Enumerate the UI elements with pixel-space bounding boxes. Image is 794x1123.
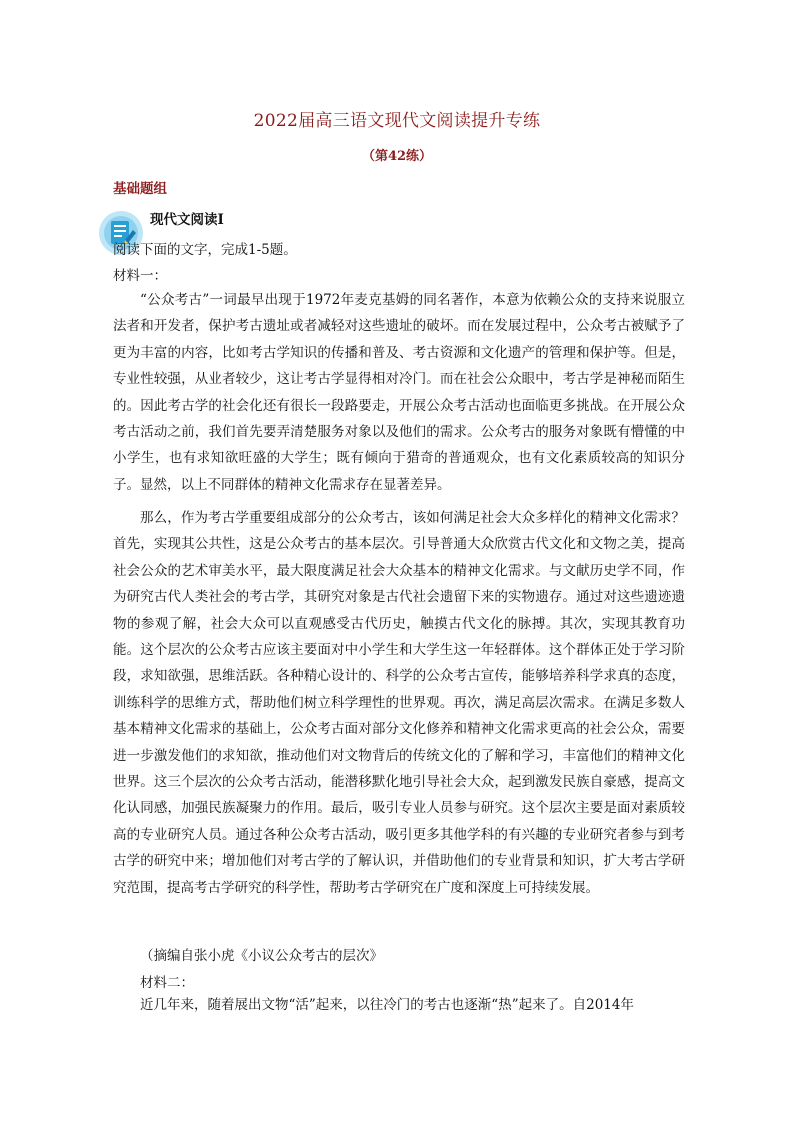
instruction-text: 阅读下面的文字，完成1-5题。 bbox=[113, 242, 297, 258]
source-note: （摘编自张小虎《小议公众考古的层次》 bbox=[140, 948, 383, 964]
material2-paragraph-1: 近几年来，随着展出文物“活”起来，以往冷门的考古也逐渐“热”起来了。自2014年 bbox=[140, 997, 634, 1013]
material1-label: 材料一： bbox=[113, 268, 167, 284]
material2-label: 材料二： bbox=[140, 975, 194, 991]
material1-paragraph-1: “公众考古”一词最早出现于1972年麦克基姆的同名著作，本意为依赖公众的支持来说服立法者和开发者，保护考古遗址或者减轻对这些遗址的破坏。而在发展过程中，公众考古被赋予了更为丰富的内容，比如考古学知识的传播和普及、考古资源和文化遗产的管理和保护等。但是，专业性较强，从业者较少，这让考古学显得相对冷门。而在社会公众眼中，考古学是神秘而陌生的。因此考古学的社会化还有很长一段路要走，开展公众考古活动也面临更多挑战。在开展公众考古活动之前，我们首先要弄清楚服务对象以及他们的需求。公众考古的服务对象既有懵懂的中小学生，也有求知欲旺盛的大学生；既有倾向于猎奇的普通观众，也有文化素质较高的知识分子。显然，以上不同群体的精神文化需求存在显著差异。 bbox=[113, 292, 685, 493]
material1-paragraph-2: 那么，作为考古学重要组成部分的公众考古，该如何满足社会大众多样化的精神文化需求？首先，实现其公共性，这是公众考古的基本层次。引导普通大众欣赏古代文化和文物之美，提高社会公众的艺术审美水平，最大限度满足社会大众基本的精神文化需求。与文献历史学不同，作为研究古代人类社会的考古学，其研究对象是古代社会遗留下来的实物遗存。通过对这些遗迹遗物的参观了解，社会大众可以直观感受古代历史，触摸古代文化的脉搏。其次，实现其教育功能。这个层次的公众考古应该主要面对中小学生和大学生这一年轻群体。这个群体正处于学习阶段，求知欲强，思维活跃。各种精心设计的、科学的公众考古宣传，能够培养科学求真的态度，训练科学的思维方式，帮助他们树立科学理性的世界观。再次，满足高层次需求。在满足多数人基本精神文化需求的基础上，公众考古面对部分文化修养和精神文化需求更高的社会公众，需要进一步激发他们的求知欲，推动他们对文物背后的传统文化的了解和学习，丰富他们的精神文化世界。这三个层次的公众考古活动，能潜移默化地引导社会大众，起到激发民族自豪感，提高文化认同感，加强民族凝聚力的作用。最后，吸引专业人员参与研究。这个层次主要是面对素质较高的专业研究人员。通过各种公众考古活动，吸引更多其他学科的有兴趣的专业研究者参与到考古学的研究中来；增加他们对考古学的了解认识，并借助他们的专业背景和知识，扩大考古学研究范围，提高考古学研究的科学性，帮助考古学研究在广度和深度上可持续发展。 bbox=[113, 510, 685, 896]
document-title: 2022届高三语文现代文阅读提升专练 bbox=[253, 111, 541, 131]
section-heading: 现代文阅读Ⅰ bbox=[150, 212, 224, 228]
document-subtitle: （第42练） bbox=[361, 149, 433, 164]
group-heading: 基础题组 bbox=[113, 181, 167, 197]
